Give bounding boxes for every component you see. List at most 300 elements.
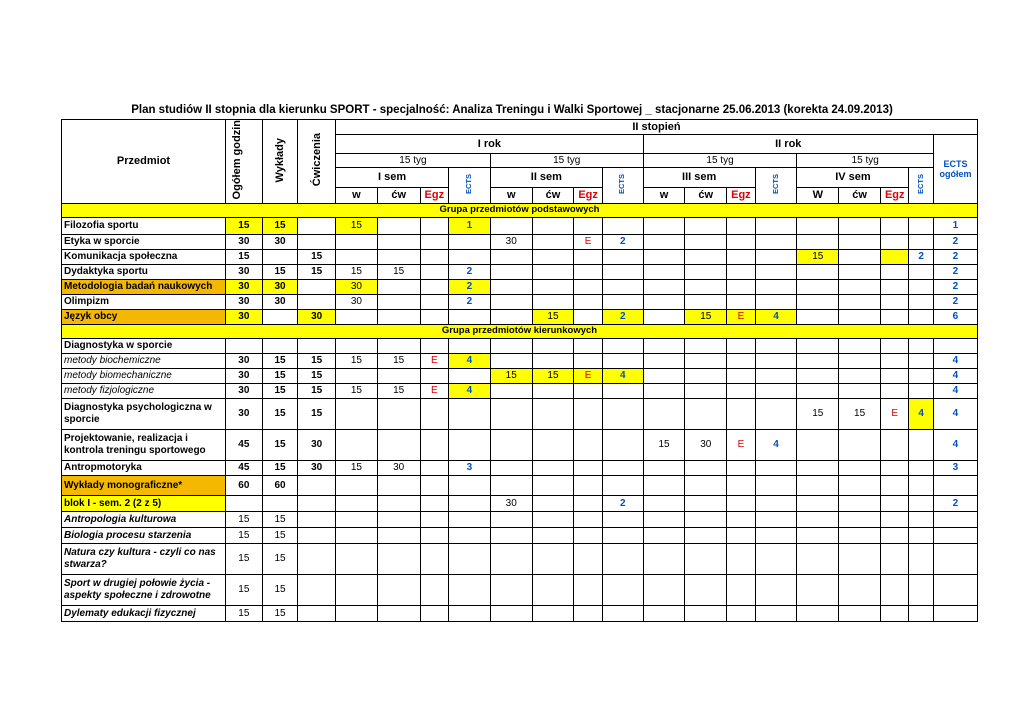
sem2-cw-hours [532,543,574,574]
sem1-exam-mark [420,249,449,264]
table-row [62,249,978,264]
sem4-w-hours [797,383,839,398]
sem3-cw-hours [685,368,727,383]
sem3-ects-points [755,368,797,383]
sem1-w-hours [336,574,378,605]
total-hours [226,495,263,511]
weeks-sem1: 15 tyg [336,153,491,167]
sem3-w-hours [643,264,685,279]
sem3-exam-mark [727,338,756,353]
subject-name: Filozofia sportu [62,217,226,234]
lecture-hours: 30 [262,279,298,294]
sem4-exam-mark [880,294,909,309]
subject-name: Antropologia kulturowa [62,511,226,527]
ects-total: 4 [933,398,977,429]
year1-header: I rok [336,135,644,154]
lecture-hours: 15 [262,383,298,398]
sem3-cw-hours [685,495,727,511]
total-hours: 30 [226,353,263,368]
subject-name: Biologia procesu starzenia [62,527,226,543]
sem1-exam-mark [420,495,449,511]
sem3-w-hours [643,217,685,234]
sem4-w-hours [797,279,839,294]
sem1-cw-hours [377,574,420,605]
sem1-cw-hours [377,279,420,294]
sem3-cw-hours [685,217,727,234]
table-row [62,574,978,605]
lecture-hours: 30 [262,294,298,309]
sem3-exam-mark [727,543,756,574]
table-row [62,338,978,353]
sem1-cw-hours [377,368,420,383]
sem4-ects-points: 2 [909,249,933,264]
year2-header: II rok [643,135,933,154]
sem1-w-hours [336,249,378,264]
table-row [62,383,978,398]
lecture-hours [262,309,298,324]
sem2-ects-points [602,217,643,234]
table-row [62,475,978,495]
sem2-cw-hours [532,511,574,527]
sem3-w-hours [643,605,685,621]
sem3-header: III sem [643,167,755,187]
total-hours: 30 [226,264,263,279]
sem1-header: I sem [336,167,449,187]
sem1-exam-mark [420,398,449,429]
subject-name: Olimpizm [62,294,226,309]
sem4-ects-points [909,264,933,279]
sem1-w-hours: 15 [336,217,378,234]
subject-name: Diagnostyka psychologiczna w sporcie [62,398,226,429]
sem1-cw-hours [377,249,420,264]
sem2-w-hours [490,429,532,460]
sem2-cw-hours [532,527,574,543]
sem3-ects-points [755,264,797,279]
sem1-cw-hours [377,429,420,460]
table-row [62,605,978,621]
sem2-exam-mark [574,294,603,309]
sem1-ects-points: 4 [449,383,491,398]
total-hours: 30 [226,309,263,324]
subject-name: Dydaktyka sportu [62,264,226,279]
sem4-cw-hours [839,217,881,234]
sem1-ects-points: 3 [449,460,491,475]
sem3-w-hours [643,475,685,495]
sem4-w-hours [797,605,839,621]
sem1-ects-points [449,495,491,511]
col-cw-sem2: ćw [532,187,574,203]
total-hours: 30 [226,383,263,398]
sem3-w-hours: 15 [643,429,685,460]
sem4-cw-hours: 15 [839,398,881,429]
table-row [62,543,978,574]
sem4-exam-mark [880,495,909,511]
sem2-ects-points [602,460,643,475]
sem2-exam-mark: E [574,234,603,249]
sem1-w-hours [336,429,378,460]
sem1-exam-mark [420,475,449,495]
ects-sem3-header: ECTS [755,167,797,203]
sem2-exam-mark [574,460,603,475]
sem2-w-hours [490,383,532,398]
lecture-hours [262,338,298,353]
sem4-cw-hours [839,309,881,324]
subject-name: metody fizjologiczne [62,383,226,398]
sem1-ects-points [449,368,491,383]
sem3-w-hours [643,309,685,324]
col-cw-sem1: ćw [377,187,420,203]
sem1-exam-mark [420,574,449,605]
subject-name: Projektowanie, realizacja i kontrola treningu sportowego [62,429,226,460]
exercise-hours [298,294,336,309]
sem1-exam-mark [420,605,449,621]
sem3-ects-points [755,495,797,511]
sem4-ects-points [909,605,933,621]
sem2-ects-points [602,398,643,429]
lecture-hours: 15 [262,368,298,383]
exercise-hours: 15 [298,383,336,398]
sem1-exam-mark [420,338,449,353]
sem2-w-hours: 30 [490,234,532,249]
ects-sem2-header: ECTS [602,167,643,203]
total-hours [226,338,263,353]
sem1-exam-mark: E [420,383,449,398]
sem3-exam-mark [727,511,756,527]
subject-name: Diagnostyka w sporcie [62,338,226,353]
sem1-w-hours [336,527,378,543]
table-row [62,511,978,527]
sem2-ects-points: 2 [602,234,643,249]
sem2-cw-hours: 15 [532,309,574,324]
sem3-cw-hours [685,460,727,475]
sem4-exam-mark [880,527,909,543]
ects-total: 4 [933,353,977,368]
sem4-cw-hours [839,429,881,460]
sem2-cw-hours [532,294,574,309]
sem4-cw-hours [839,234,881,249]
sem3-ects-points [755,543,797,574]
col-cw-sem3: ćw [685,187,727,203]
sem3-ects-points [755,574,797,605]
sem4-w-hours [797,429,839,460]
sem2-cw-hours [532,383,574,398]
sem1-cw-hours [377,527,420,543]
sem2-cw-hours [532,574,574,605]
ects-total: 1 [933,217,977,234]
sem2-exam-mark [574,264,603,279]
total-hours: 15 [226,511,263,527]
sem4-ects-points [909,460,933,475]
sem3-exam-mark [727,234,756,249]
sem1-ects-points [449,429,491,460]
lecture-hours [262,249,298,264]
total-hours: 15 [226,249,263,264]
sem2-exam-mark [574,429,603,460]
table-row [62,429,978,460]
sem1-exam-mark [420,543,449,574]
sem2-ects-points [602,511,643,527]
table-row [62,495,978,511]
sem2-ects-points [602,294,643,309]
table-row [62,460,978,475]
lecture-hours: 15 [262,543,298,574]
sem4-cw-hours [839,574,881,605]
ects-total: 2 [933,264,977,279]
sem4-w-hours [797,495,839,511]
sem3-cw-hours [685,353,727,368]
ects-total: 4 [933,383,977,398]
group-row [62,203,978,217]
sem3-exam-mark: E [727,309,756,324]
sem2-w-hours [490,574,532,605]
sem2-ects-points [602,429,643,460]
weeks-sem2: 15 tyg [490,153,643,167]
subject-name: metody biomechaniczne [62,368,226,383]
sem4-w-hours [797,338,839,353]
sem1-w-hours [336,475,378,495]
sem2-ects-points: 2 [602,495,643,511]
sem4-ects-points [909,429,933,460]
sem4-cw-hours [839,605,881,621]
sem3-w-hours [643,383,685,398]
weeks-sem4: 15 tyg [797,153,933,167]
ects-total: 2 [933,279,977,294]
sem1-ects-points: 1 [449,217,491,234]
sem4-cw-hours [839,543,881,574]
sem3-ects-points [755,383,797,398]
sem2-cw-hours [532,460,574,475]
sem1-ects-points [449,338,491,353]
sem4-ects-points [909,527,933,543]
group-row [62,324,978,338]
sem2-ects-points: 4 [602,368,643,383]
sem4-w-hours [797,294,839,309]
subject-name: Język obcy [62,309,226,324]
table-row [62,398,978,429]
subject-header: Przedmiot [62,120,226,204]
sem2-w-hours: 30 [490,495,532,511]
sem4-cw-hours [839,383,881,398]
sem2-w-hours [490,249,532,264]
sem2-exam-mark [574,217,603,234]
sem3-w-hours [643,353,685,368]
ects-total-header: ECTS ogółem [933,135,977,204]
table-row [62,279,978,294]
sem3-ects-points: 4 [755,429,797,460]
sem4-exam-mark [880,429,909,460]
sem2-exam-mark [574,527,603,543]
sem4-ects-points [909,475,933,495]
sem4-cw-hours [839,495,881,511]
sem4-ects-points [909,368,933,383]
weeks-sem3: 15 tyg [643,153,797,167]
sem1-w-hours [336,511,378,527]
sem4-ects-points [909,338,933,353]
sem4-cw-hours [839,264,881,279]
lecture-hours: 15 [262,574,298,605]
subject-name: Metodologia badań naukowych [62,279,226,294]
sem2-exam-mark [574,383,603,398]
total-hours: 60 [226,475,263,495]
sem1-exam-mark [420,264,449,279]
sem4-ects-points: 4 [909,398,933,429]
ects-total [933,527,977,543]
sem4-w-hours [797,460,839,475]
sem1-ects-points [449,398,491,429]
sem2-w-hours [490,398,532,429]
sem4-w-hours [797,574,839,605]
ects-total [933,511,977,527]
sem1-cw-hours [377,309,420,324]
sem4-w-hours [797,264,839,279]
exercise-hours [298,217,336,234]
sem2-ects-points [602,574,643,605]
sem3-cw-hours [685,511,727,527]
exercise-hours [298,234,336,249]
ects-total [933,475,977,495]
lecture-hours: 15 [262,429,298,460]
subject-name: metody biochemiczne [62,353,226,368]
sem3-w-hours [643,460,685,475]
lecture-hours: 15 [262,511,298,527]
sem3-ects-points [755,338,797,353]
sem1-ects-points: 4 [449,353,491,368]
lecture-hours: 15 [262,217,298,234]
lecture-hours: 60 [262,475,298,495]
sem3-ects-points [755,353,797,368]
total-hours: 15 [226,574,263,605]
col-egz-sem3: Egz [727,187,756,203]
lecture-hours: 15 [262,460,298,475]
sem1-cw-hours [377,495,420,511]
exercise-hours [298,495,336,511]
sem1-cw-hours: 15 [377,264,420,279]
exercise-hours: 30 [298,460,336,475]
subject-name: blok I - sem. 2 (2 z 5) [62,495,226,511]
sem4-exam-mark [880,234,909,249]
exercise-hours [298,527,336,543]
sem3-ects-points: 4 [755,309,797,324]
sem1-ects-points: 2 [449,279,491,294]
sem3-w-hours [643,338,685,353]
sem2-ects-points [602,543,643,574]
sem1-cw-hours [377,294,420,309]
lecture-hours: 30 [262,234,298,249]
sem4-cw-hours [839,338,881,353]
sem1-w-hours: 15 [336,353,378,368]
exercise-hours [298,511,336,527]
sem3-ects-points [755,460,797,475]
level-header: II stopień [336,120,978,135]
ects-total [933,605,977,621]
sem3-cw-hours [685,574,727,605]
sem1-exam-mark [420,217,449,234]
sem4-cw-hours [839,460,881,475]
ects-total: 4 [933,429,977,460]
sem4-exam-mark [880,309,909,324]
total-hours-header: Ogółem godzin [226,120,263,204]
total-hours: 45 [226,460,263,475]
sem4-ects-points [909,543,933,574]
exercises-header: Ćwiczenia [298,120,336,204]
col-w-sem1: w [336,187,378,203]
sem2-exam-mark [574,543,603,574]
sem1-exam-mark [420,309,449,324]
sem3-cw-hours [685,264,727,279]
sem2-ects-points [602,264,643,279]
sem2-exam-mark [574,249,603,264]
sem4-cw-hours [839,511,881,527]
sem3-cw-hours: 30 [685,429,727,460]
ects-total [933,338,977,353]
table-row [62,368,978,383]
sem2-w-hours [490,294,532,309]
sem1-ects-points [449,511,491,527]
sem2-exam-mark [574,338,603,353]
sem3-ects-points [755,279,797,294]
sem3-cw-hours [685,543,727,574]
sem3-ects-points [755,217,797,234]
sem1-w-hours [336,605,378,621]
sem2-w-hours [490,475,532,495]
sem2-ects-points [602,475,643,495]
subject-name: Etyka w sporcie [62,234,226,249]
table-row [62,353,978,368]
ects-total: 2 [933,495,977,511]
sem4-w-hours: 15 [797,249,839,264]
sem3-exam-mark [727,217,756,234]
sem3-w-hours [643,234,685,249]
sem3-cw-hours [685,294,727,309]
col-egz-sem4: Egz [880,187,909,203]
sem3-ects-points [755,511,797,527]
sem1-cw-hours: 30 [377,460,420,475]
sem2-exam-mark [574,279,603,294]
sem3-exam-mark [727,475,756,495]
sem2-cw-hours [532,605,574,621]
sem3-exam-mark [727,353,756,368]
sem3-exam-mark [727,279,756,294]
sem1-cw-hours [377,475,420,495]
exercise-hours [298,543,336,574]
exercise-hours: 30 [298,309,336,324]
lecture-hours [262,495,298,511]
col-cw-sem4: ćw [839,187,881,203]
sem1-w-hours [336,495,378,511]
sem3-exam-mark [727,527,756,543]
ects-sem4-header: ECTS [909,167,933,203]
sem4-ects-points [909,574,933,605]
sem1-exam-mark [420,279,449,294]
sem2-w-hours [490,217,532,234]
sem2-w-hours [490,527,532,543]
sem2-cw-hours [532,234,574,249]
sem4-exam-mark [880,368,909,383]
sem1-w-hours [336,234,378,249]
exercise-hours [298,574,336,605]
sem3-cw-hours [685,398,727,429]
sem3-exam-mark [727,383,756,398]
ects-total: 2 [933,249,977,264]
total-hours: 30 [226,294,263,309]
exercise-hours: 15 [298,353,336,368]
sem1-ects-points [449,543,491,574]
sem4-w-hours [797,511,839,527]
exercise-hours [298,279,336,294]
col-egz-sem1: Egz [420,187,449,203]
sem2-ects-points: 2 [602,309,643,324]
total-hours: 30 [226,234,263,249]
